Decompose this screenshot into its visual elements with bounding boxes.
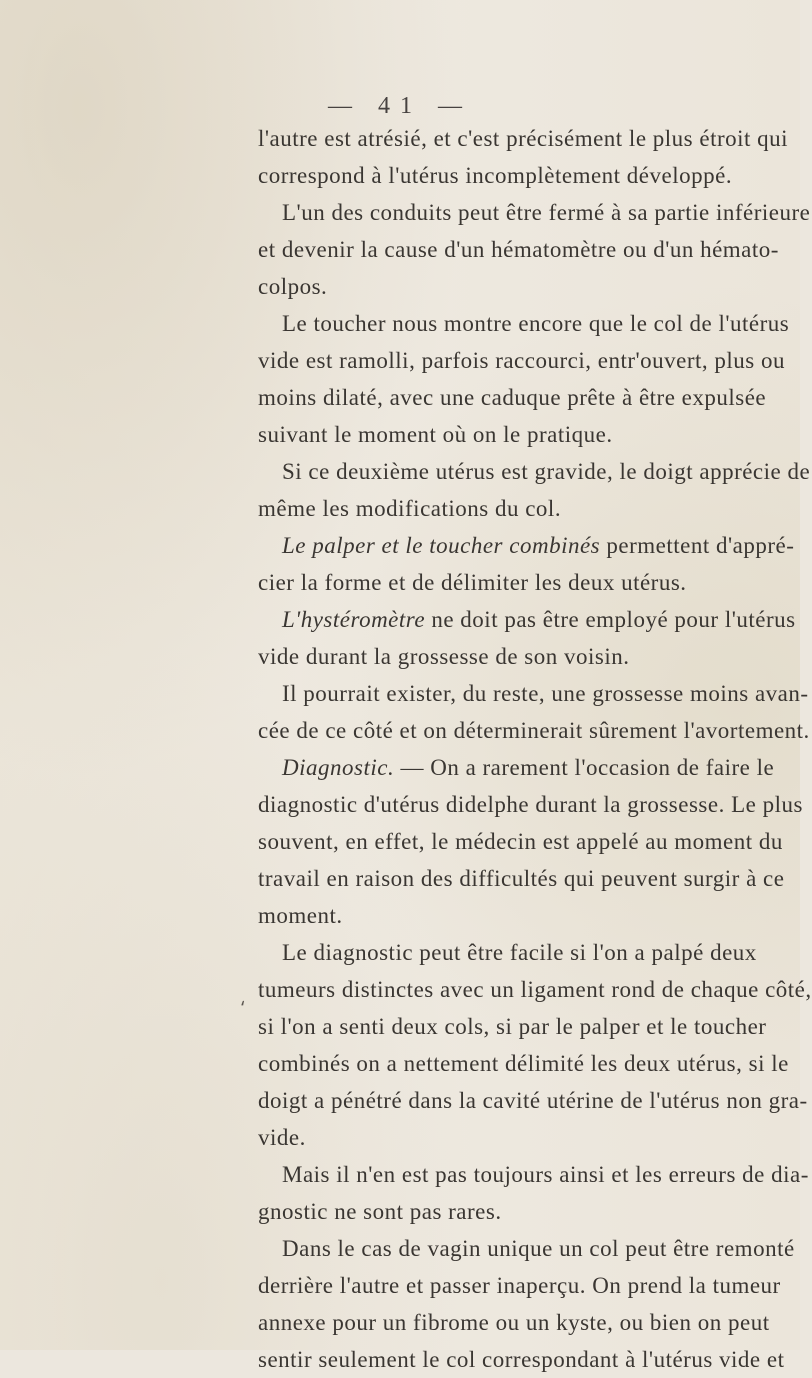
text-line-content: Il pourrait exister, du reste, une grossesse moins avan- (282, 681, 809, 706)
text-line (258, 1045, 789, 1082)
text-line-content: doigt a pénétré dans la cavité utérine de l'utérus non gra- (258, 1088, 808, 1113)
text-line-content: cier la forme et de délimiter les deux utérus. (258, 570, 687, 595)
text-line (282, 675, 809, 712)
text-line-content: moins dilaté, avec une caduque prête à être expulsée (258, 385, 767, 410)
text-line-content: gnostic ne sont pas rares. (258, 1199, 502, 1224)
text-line-content: vide est ramolli, parfois raccourci, entr'ouvert, plus ou (258, 348, 785, 373)
text-line-content: cée de ce côté et on déterminerait sûrement l'avortement. (258, 718, 810, 743)
text-line (258, 231, 779, 268)
text-line-content: sentir seulement le col correspondant à l'utérus vide et (258, 1347, 785, 1372)
text-line-content: derrière l'autre et passer inaperçu. On prend la tumeur (258, 1273, 781, 1298)
text-line (258, 1082, 808, 1119)
text-line-content: Le diagnostic peut être facile si l'on a palpé deux (282, 940, 757, 965)
text-line (282, 601, 796, 638)
text-line (258, 823, 783, 860)
text-line (258, 712, 810, 749)
page-header: — 41 — (328, 93, 472, 119)
text-line (282, 305, 790, 342)
text-line-content: si l'on a senti deux cols, si par le palper et le toucher (258, 1014, 767, 1039)
text-line (258, 638, 683, 675)
text-line (258, 268, 683, 305)
text-line (258, 120, 789, 157)
text-line-content: combinés on a nettement délimité les deux utérus, si le (258, 1051, 789, 1076)
text-line (258, 342, 785, 379)
text-line (258, 1008, 767, 1045)
text-line-content: L'un des conduits peut être fermé à sa partie inférieure (282, 200, 811, 225)
italic-heading: Le palper et le toucher combinés (282, 533, 601, 558)
text-line-content: moment. (258, 903, 343, 928)
italic-heading: Diagnostic. (282, 755, 395, 780)
text-line-content: ne doit pas être employé pour l'utérus (425, 607, 796, 632)
text-line (282, 1156, 809, 1193)
text-line (282, 749, 775, 786)
text-line (258, 1193, 683, 1230)
text-line (282, 194, 811, 231)
text-line (258, 490, 683, 527)
text-line-content: correspond à l'utérus incomplètement développé. (258, 163, 733, 188)
text-line (258, 786, 803, 823)
text-line-content: même les modifications du col. (258, 496, 562, 521)
text-line-content: Mais il n'en est pas toujours ainsi et les erreurs de dia- (282, 1162, 809, 1187)
text-line (258, 971, 812, 1008)
text-line-content: l'autre est atrésié, et c'est précisément le plus étroit qui (258, 126, 789, 151)
text-line-content: tumeurs distinctes avec un ligament rond de chaque côté, (258, 977, 812, 1002)
text-line-content: vide durant la grossesse de son voisin. (258, 644, 630, 669)
text-line (258, 379, 767, 416)
text-line-content: vide. (258, 1125, 306, 1150)
text-line (258, 416, 683, 453)
text-line (258, 1304, 770, 1341)
text-line-content: — On a rarement l'occasion de faire le (394, 755, 775, 780)
text-line-content: et devenir la cause d'un hématomètre ou d'un hémato- (258, 237, 779, 262)
text-line (282, 453, 811, 490)
text-line (258, 564, 687, 601)
text-line-content: travail en raison des difficultés qui peuvent surgir à ce (258, 866, 785, 891)
text-line-content: colpos. (258, 274, 328, 299)
text-line-content: permettent d'appré- (600, 533, 795, 558)
text-line (282, 934, 757, 971)
text-line-content: Si ce deuxième utérus est gravide, le doigt apprécie de (282, 459, 811, 484)
text-line (258, 1119, 683, 1156)
text-line (258, 157, 733, 194)
text-line-content: Le toucher nous montre encore que le col de l'utérus (282, 311, 790, 336)
text-line (258, 1267, 781, 1304)
text-line-content: suivant le moment où on le pratique. (258, 422, 613, 447)
text-line (282, 527, 795, 564)
text-line (258, 1341, 785, 1378)
italic-heading: L'hystéromètre (282, 607, 426, 632)
text-line-content: diagnostic d'utérus didelphe durant la grossesse. Le plus (258, 792, 803, 817)
text-line-content: Dans le cas de vagin unique un col peut être remonté (282, 1236, 795, 1261)
text-line-content: annexe pour un fibrome ou un kyste, ou bien on peut (258, 1310, 770, 1335)
text-line (282, 1230, 795, 1267)
text-line-content: souvent, en effet, le médecin est appelé au moment du (258, 829, 783, 854)
text-line (258, 897, 683, 934)
text-line (258, 860, 785, 897)
margin-mark: ⸲ (240, 987, 245, 1007)
